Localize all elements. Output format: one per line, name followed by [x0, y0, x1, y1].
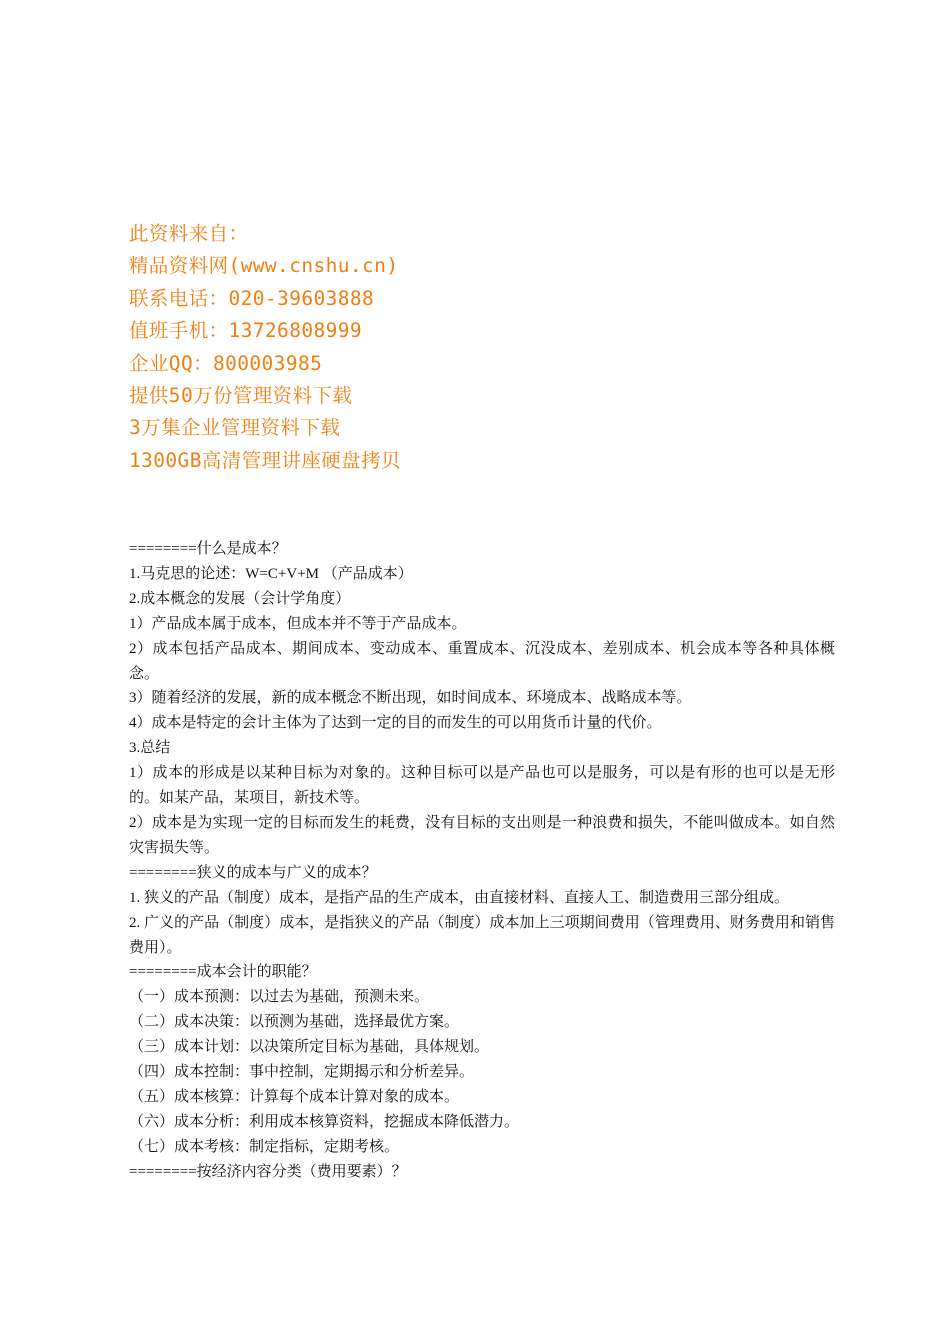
section-heading: ========成本会计的职能？: [129, 964, 317, 981]
paragraph: （四）成本控制：事中控制，定期揭示和分析差异。: [129, 1064, 475, 1081]
paragraph: 2. 广义的产品（制度）成本，是指狭义的产品（制度）成本加上三项期间费用（管理费用、财务费用和销售费用）。: [129, 914, 835, 956]
paragraph: （一）成本预测：以过去为基础，预测未来。: [129, 989, 430, 1006]
document-body: [129, 537, 835, 1185]
promo-offer-2: 3万集企业管理资料下载: [129, 416, 341, 440]
promo-qq: 企业QQ：800003985: [129, 351, 323, 375]
section-heading: ========狭义的成本与广义的成本？: [129, 864, 377, 881]
promo-block: [129, 218, 689, 477]
paragraph: （二）成本决策：以预测为基础，选择最优方案。: [129, 1014, 460, 1031]
paragraph: 2）成本包括产品成本、期间成本、变动成本、重置成本、沉没成本、差别成本、机会成本等各种具体概念。: [129, 640, 835, 682]
paragraph: （七）成本考核：制定指标，定期考核。: [129, 1138, 400, 1155]
promo-offer-3: 1300GB高清管理讲座硬盘拷贝: [129, 448, 401, 472]
paragraph: （六）成本分析：利用成本核算资料，挖掘成本降低潜力。: [129, 1113, 520, 1130]
paragraph: 1）产品成本属于成本，但成本并不等于产品成本。: [129, 615, 467, 632]
promo-offer-1: 提供50万份管理资料下载: [129, 383, 353, 407]
paragraph: 4）成本是特定的会计主体为了达到一定的目的而发生的可以用货币计量的代价。: [129, 715, 662, 732]
paragraph: 2）成本是为实现一定的目标而发生的耗费，没有目标的支出则是一种浪费和损失，不能叫做成本。如自然灾害损失等。: [129, 814, 835, 856]
paragraph: 3）随着经济的发展，新的成本概念不断出现，如时间成本、环境成本、战略成本等。: [129, 690, 692, 707]
promo-website: 精品资料网(www.cnshu.cn): [129, 254, 399, 278]
paragraph: 1）成本的形成是以某种目标为对象的。这种目标可以是产品也可以是服务，可以是有形的也可以是无形的。如某产品，某项目，新技术等。: [129, 765, 835, 807]
paragraph: 1. 狭义的产品（制度）成本，是指产品的生产成本，由直接材料、直接人工、制造费用三部分组成。: [129, 889, 790, 906]
promo-phone: 联系电话：020-39603888: [129, 286, 375, 310]
promo-source-label: 此资料来自：: [129, 222, 249, 245]
paragraph: （五）成本核算：计算每个成本计算对象的成本。: [129, 1088, 460, 1105]
paragraph: 2.成本概念的发展（会计学角度）: [129, 590, 351, 607]
paragraph: （三）成本计划：以决策所定目标为基础，具体规划。: [129, 1039, 490, 1056]
section-heading: ========按经济内容分类（费用要素）？: [129, 1163, 407, 1180]
section-heading: ========什么是成本？: [129, 541, 287, 557]
paragraph: 1.马克思的论述：W=C+V+M （产品成本）: [129, 565, 413, 582]
promo-mobile: 值班手机：13726808999: [129, 319, 363, 343]
paragraph: 3.总结: [129, 740, 171, 757]
